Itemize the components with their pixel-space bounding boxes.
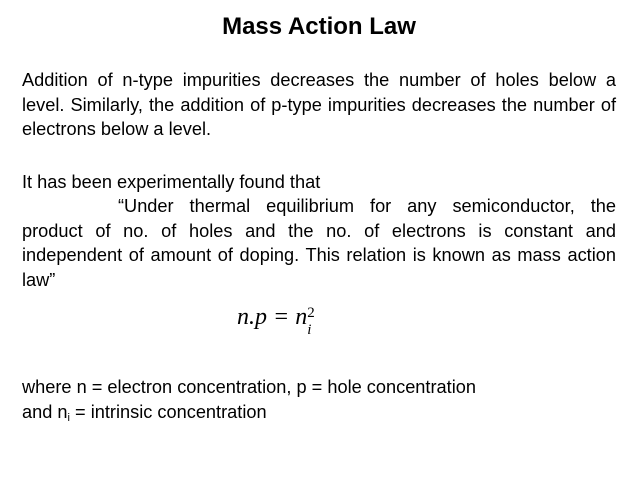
intrinsic-prefix: and n: [22, 402, 68, 422]
formula-lhs: n.p = n: [237, 304, 308, 330]
intrinsic-suffix: = intrinsic concentration: [69, 402, 267, 422]
formula-superscript: 2: [307, 305, 315, 321]
formula-subscript: i: [307, 322, 312, 338]
formula-scripts: [307, 305, 317, 338]
intrinsic-line: [22, 400, 616, 431]
slide-title: Mass Action Law: [222, 13, 416, 40]
quote-text: “Under thermal equilibrium for any semiconductor, the product of no. of holes and the no. of electrons is constant and independent of amount of doping. This relation is known as mass action law”: [22, 196, 616, 290]
paragraph-experimental: It has been experimentally found that: [22, 172, 321, 192]
mass-action-formula: [237, 302, 317, 338]
where-line: where n = electron concentration, p = hole concentration: [22, 377, 476, 397]
intrinsic-subscript: i: [67, 412, 70, 424]
quote-block: [22, 194, 616, 292]
paragraph-impurities: Addition of n-type impurities decreases the number of holes below a level. Similarly, the addition of p-type impurities decreases the number of electrons below a level.: [22, 70, 616, 139]
